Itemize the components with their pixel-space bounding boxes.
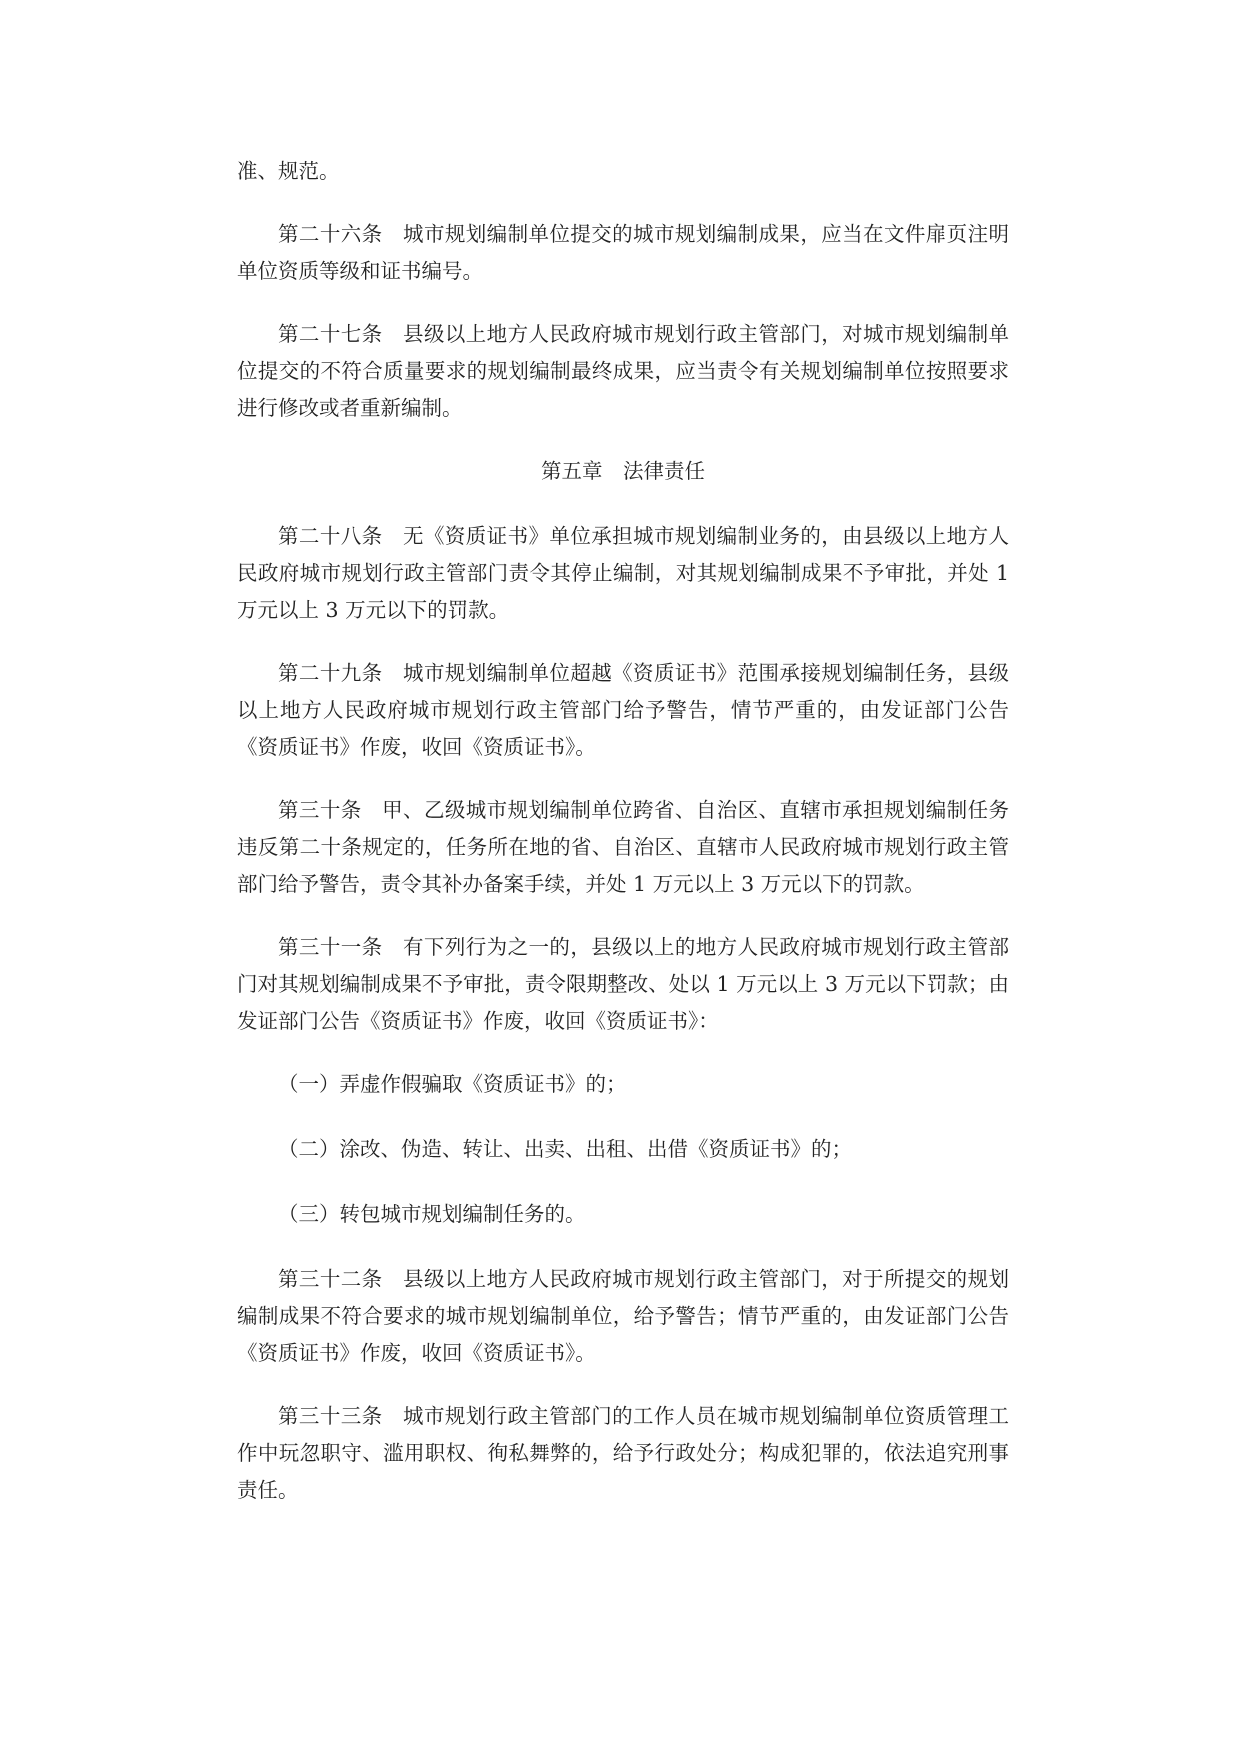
article-number: 第二十九条 bbox=[278, 661, 383, 685]
list-item: （一）弄虚作假骗取《资质证书》的； bbox=[278, 1072, 627, 1096]
article-number: 第三十一条 bbox=[278, 935, 383, 959]
article-text: 城市规划编制单位提交的城市规划编制成果，应当在文件扉页注明单位资质等级和证书编号。 bbox=[237, 222, 1009, 283]
article-27 bbox=[237, 316, 1009, 427]
list-item: （二）涂改、伪造、转让、出卖、出租、出借《资质证书》的； bbox=[278, 1137, 852, 1161]
article-29 bbox=[237, 655, 1009, 766]
article-text: 城市规划编制单位超越《资质证书》范围承接规划编制任务，县级以上地方人民政府城市规划行政主管部门给予警告，情节严重的，由发证部门公告《资质证书》作废，收回《资质证书》。 bbox=[237, 661, 1009, 759]
article-30 bbox=[237, 792, 1009, 903]
article-31 bbox=[237, 929, 1009, 1040]
article-number: 第二十八条 bbox=[278, 524, 383, 548]
article-number: 第三十条 bbox=[278, 798, 362, 822]
article-number: 第三十三条 bbox=[278, 1404, 383, 1428]
article-text: 县级以上地方人民政府城市规划行政主管部门，对城市规划编制单位提交的不符合质量要求的规划编制最终成果，应当责令有关规划编制单位按照要求进行修改或者重新编制。 bbox=[237, 322, 1009, 420]
article-33 bbox=[237, 1398, 1009, 1509]
article-28 bbox=[237, 518, 1009, 629]
article-text: 甲、乙级城市规划编制单位跨省、自治区、直辖市承担规划编制任务违反第二十条规定的，任务所在地的省、自治区、直辖市人民政府城市规划行政主管部门给予警告，责令其补办备案手续，并处 1 万元以上 3 万元以下的罚款。 bbox=[237, 798, 1010, 896]
article-text: 有下列行为之一的，县级以上的地方人民政府城市规划行政主管部门对其规划编制成果不予审批，责令限期整改、处以 1 万元以上 3 万元以下罚款；由发证部门公告《资质证书》作废，收回《资质证书》： bbox=[237, 935, 1009, 1033]
article-26 bbox=[237, 216, 1009, 290]
article-number: 第二十六条 bbox=[278, 222, 383, 246]
article-32 bbox=[237, 1261, 1009, 1372]
article-number: 第二十七条 bbox=[278, 322, 383, 346]
article-number: 第三十二条 bbox=[278, 1267, 383, 1291]
article-text: 县级以上地方人民政府城市规划行政主管部门，对于所提交的规划编制成果不符合要求的城市规划编制单位，给予警告；情节严重的，由发证部门公告《资质证书》作废，收回《资质证书》。 bbox=[237, 1267, 1009, 1365]
article-text: 城市规划行政主管部门的工作人员在城市规划编制单位资质管理工作中玩忽职守、滥用职权、徇私舞弊的，给予行政处分；构成犯罪的，依法追究刑事责任。 bbox=[237, 1404, 1009, 1502]
continuation-text: 准、规范。 bbox=[237, 159, 340, 183]
document-body bbox=[237, 153, 1009, 1535]
chapter-heading: 第五章 法律责任 bbox=[541, 459, 705, 483]
list-item: （三）转包城市规划编制任务的。 bbox=[278, 1202, 586, 1226]
article-text: 无《资质证书》单位承担城市规划编制业务的，由县级以上地方人民政府城市规划行政主管部门责令其停止编制，对其规划编制成果不予审批，并处 1 万元以上 3 万元以下的罚款。 bbox=[237, 524, 1009, 622]
